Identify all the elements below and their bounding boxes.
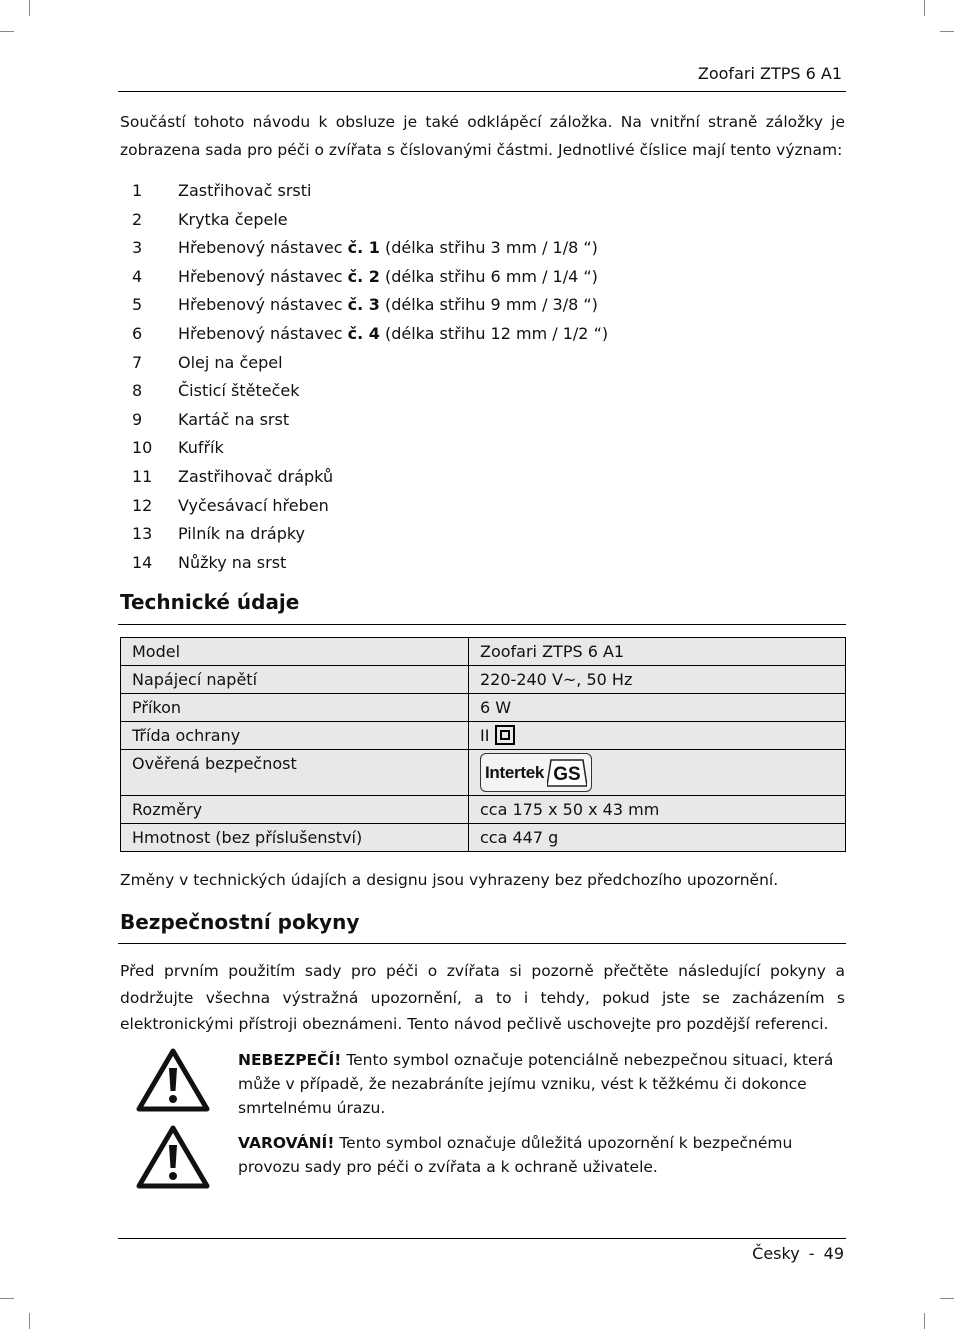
warning-text: Tento symbol označuje důležitá upozornění k bezpečnému provozu sady pro péči o zvířata a k ochraně uživatele. xyxy=(238,1134,793,1176)
part-label: Olej na čepel xyxy=(178,352,283,372)
spec-key: Ověřená bezpečnost xyxy=(121,750,469,796)
part-number: 7 xyxy=(132,352,143,372)
part-number: 14 xyxy=(132,552,153,572)
list-item xyxy=(0,291,954,320)
part-label-bold: č. 1 xyxy=(347,238,380,258)
page-footer xyxy=(752,1244,844,1263)
header-rule xyxy=(118,91,846,92)
part-label-bold: č. 2 xyxy=(347,266,380,286)
list-item xyxy=(0,177,954,206)
list-item xyxy=(0,349,954,378)
list-item xyxy=(0,520,954,549)
tech-specs-table xyxy=(120,637,846,852)
part-number: 8 xyxy=(132,381,143,401)
spec-key: Napájecí napětí xyxy=(121,666,469,694)
warning-warning xyxy=(120,1131,846,1211)
parts-list xyxy=(0,177,954,577)
table-row xyxy=(121,824,846,852)
list-item xyxy=(0,549,954,578)
spec-key: Příkon xyxy=(121,694,469,722)
part-label-bold: č. 3 xyxy=(347,295,380,315)
table-row xyxy=(121,638,846,666)
part-number: 9 xyxy=(132,409,143,429)
part-number: 3 xyxy=(132,238,143,258)
part-label-pre: Hřebenový nástavec xyxy=(178,323,343,343)
part-number: 5 xyxy=(132,295,143,315)
part-label xyxy=(178,234,598,263)
list-item xyxy=(0,463,954,492)
list-item xyxy=(0,406,954,435)
part-label-post: (délka střihu 9 mm / 3/8 “) xyxy=(384,295,598,315)
part-label: Nůžky na srst xyxy=(178,552,287,572)
part-number: 4 xyxy=(132,266,143,286)
part-number: 2 xyxy=(132,209,143,229)
list-item xyxy=(0,234,954,263)
gs-mark-icon xyxy=(547,756,587,790)
list-item xyxy=(0,206,954,235)
footer-rule xyxy=(118,1238,846,1239)
header-title: Zoofari ZTPS 6 A1 xyxy=(697,64,842,83)
warning-label: VAROVÁNÍ! xyxy=(238,1134,335,1152)
crop-mark xyxy=(29,0,30,16)
list-item xyxy=(0,263,954,292)
part-label-post: (délka střihu 3 mm / 1/8 “) xyxy=(384,238,598,258)
spec-value xyxy=(469,722,846,750)
part-number: 11 xyxy=(132,466,153,486)
spec-value: 6 W xyxy=(469,694,846,722)
part-label-post: (délka střihu 12 mm / 1/2 “) xyxy=(384,323,609,343)
danger-warning xyxy=(120,1048,846,1128)
table-row xyxy=(121,694,846,722)
footer-language: Česky xyxy=(752,1244,800,1263)
danger-text-block xyxy=(238,1048,838,1120)
tech-heading-rule xyxy=(118,624,846,625)
part-label xyxy=(178,291,598,320)
intro-paragraph: Součástí tohoto návodu k obsluze je také odklápěcí záložka. Na vnitřní straně záložky je zobrazena sada pro péči o zvířata s číslovanými částmi. Jednotlivé číslice mají tento význam: xyxy=(120,113,845,159)
crop-mark xyxy=(940,31,954,32)
safety-heading: Bezpečnostní pokyny xyxy=(120,910,360,934)
warning-text-block xyxy=(238,1131,838,1179)
part-label-bold: č. 4 xyxy=(347,323,380,343)
footer-separator: - xyxy=(808,1244,815,1263)
danger-text: Tento symbol označuje potenciálně nebezpečnou situaci, která může v případě, že nezabráníte jejímu vzniku, vést k těžkému či dokonce smrtelnému úrazu. xyxy=(238,1051,834,1117)
part-label: Vyčesávací hřeben xyxy=(178,495,329,515)
protection-class-value: II xyxy=(480,726,490,745)
class-ii-icon xyxy=(495,725,515,745)
warning-triangle-icon xyxy=(136,1048,210,1112)
list-item xyxy=(0,434,954,463)
part-label-pre: Hřebenový nástavec xyxy=(178,266,343,286)
tech-heading: Technické údaje xyxy=(120,590,300,614)
part-label-pre: Hřebenový nástavec xyxy=(178,238,343,258)
part-number: 10 xyxy=(132,438,153,458)
crop-mark xyxy=(0,1298,14,1299)
safety-intro: Před prvním použitím sady pro péči o zvířata si pozorně přečtěte následující pokyny a dodržujte všechna výstražná upozornění, a to i tehdy, pokud jste se zacházením s elektronickými přístroji obeznámeni. Tento návod pečlivě uschovejte pro pozdější referenci. xyxy=(120,962,845,1033)
intertek-gs-logo xyxy=(480,753,592,792)
part-label: Kufřík xyxy=(178,438,224,458)
spec-value: 220-240 V~, 50 Hz xyxy=(469,666,846,694)
part-label: Zastřihovač srsti xyxy=(178,181,312,200)
list-item xyxy=(0,492,954,521)
part-number: 1 xyxy=(132,181,143,200)
spec-value: cca 175 x 50 x 43 mm xyxy=(469,796,846,824)
tech-note: Změny v technických údajích a designu jsou vyhrazeny bez předchozího upozornění. xyxy=(120,871,779,889)
part-number: 12 xyxy=(132,495,153,515)
crop-mark xyxy=(924,0,925,16)
spec-value xyxy=(469,750,846,796)
spec-key: Model xyxy=(121,638,469,666)
part-label: Zastřihovač drápků xyxy=(178,466,334,486)
part-label: Čisticí štěteček xyxy=(178,381,300,401)
list-item xyxy=(0,377,954,406)
warning-triangle-icon xyxy=(136,1125,210,1189)
spec-key: Hmotnost (bez příslušenství) xyxy=(121,824,469,852)
spec-key: Třída ochrany xyxy=(121,722,469,750)
part-number: 6 xyxy=(132,323,143,343)
gs-mark-text: GS xyxy=(553,763,581,785)
part-label: Krytka čepele xyxy=(178,209,288,229)
spec-value: cca 447 g xyxy=(469,824,846,852)
safety-heading-rule xyxy=(118,943,846,944)
table-row xyxy=(121,722,846,750)
table-row xyxy=(121,796,846,824)
part-label xyxy=(178,320,608,349)
intertek-logo-text: Intertek xyxy=(485,763,545,782)
part-label-post: (délka střihu 6 mm / 1/4 “) xyxy=(384,266,598,286)
part-label: Kartáč na srst xyxy=(178,409,290,429)
danger-label: NEBEZPEČÍ! xyxy=(238,1051,342,1069)
part-label-pre: Hřebenový nástavec xyxy=(178,295,343,315)
crop-mark xyxy=(924,1313,925,1329)
part-label xyxy=(178,263,598,292)
table-row xyxy=(121,750,846,796)
part-label: Pilník na drápky xyxy=(178,524,306,544)
part-number: 13 xyxy=(132,524,153,544)
list-item xyxy=(0,320,954,349)
crop-mark xyxy=(940,1298,954,1299)
crop-mark xyxy=(0,31,14,32)
crop-mark xyxy=(29,1313,30,1329)
page-number: 49 xyxy=(823,1244,844,1263)
spec-key: Rozměry xyxy=(121,796,469,824)
table-row xyxy=(121,666,846,694)
spec-value: Zoofari ZTPS 6 A1 xyxy=(469,638,846,666)
